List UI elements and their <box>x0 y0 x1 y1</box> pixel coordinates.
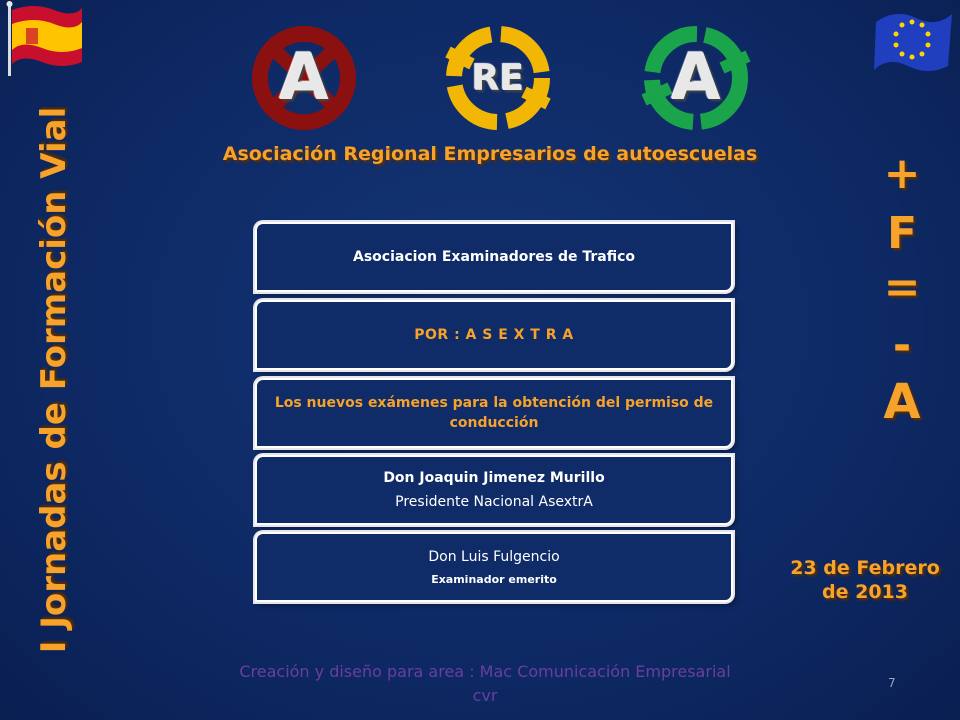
logo-letter: A <box>671 41 721 115</box>
box-speaker-1 <box>255 455 733 525</box>
logo-a-red <box>244 22 364 134</box>
footer-line-1: Creación y diseño para area : Mac Comunicación Empresarial <box>239 662 731 681</box>
event-date <box>782 556 948 604</box>
speaker-1-name: Don Joaquin Jimenez Murillo <box>383 470 605 486</box>
logo-re-yellow <box>438 22 558 134</box>
date-line-2: de 2013 <box>822 581 908 603</box>
footer-line-2: cvr <box>472 686 498 705</box>
side-title-container <box>0 0 108 720</box>
association-title: Asociación Regional Empresarios de autoescuelas <box>222 143 758 165</box>
page-number: 7 <box>888 676 896 690</box>
formula-equals: = <box>883 262 921 313</box>
speaker-2-name: Don Luis Fulgencio <box>428 548 560 565</box>
box-by <box>255 300 733 370</box>
box-association <box>255 222 733 292</box>
box-by-text: POR : A S E X T R A <box>414 327 574 343</box>
box-association-text: Asociacion Examinadores de Trafico <box>352 249 636 265</box>
formula-a: A <box>883 374 921 430</box>
speaker-1-role: Presidente Nacional AsextrA <box>395 494 593 510</box>
date-line-1: 23 de Febrero <box>790 557 940 579</box>
side-title: I Jornadas de Formación Vial <box>34 106 74 654</box>
formula-minus: - <box>892 320 912 371</box>
logo-letter: RE <box>471 57 525 99</box>
logo-a-green <box>636 22 756 134</box>
box-topic <box>255 378 733 448</box>
footer-credits <box>170 660 800 708</box>
logo-letter: A <box>279 41 329 115</box>
speaker-2-role: Examinador emerito <box>431 572 557 586</box>
eu-flag-icon <box>872 8 954 78</box>
formula-f: F <box>886 208 918 259</box>
formula-plus: + <box>883 148 921 199</box>
box-topic-text: Los nuevos exámenes para la obtención del permiso de conducción <box>274 395 714 431</box>
box-speaker-2 <box>255 532 733 602</box>
